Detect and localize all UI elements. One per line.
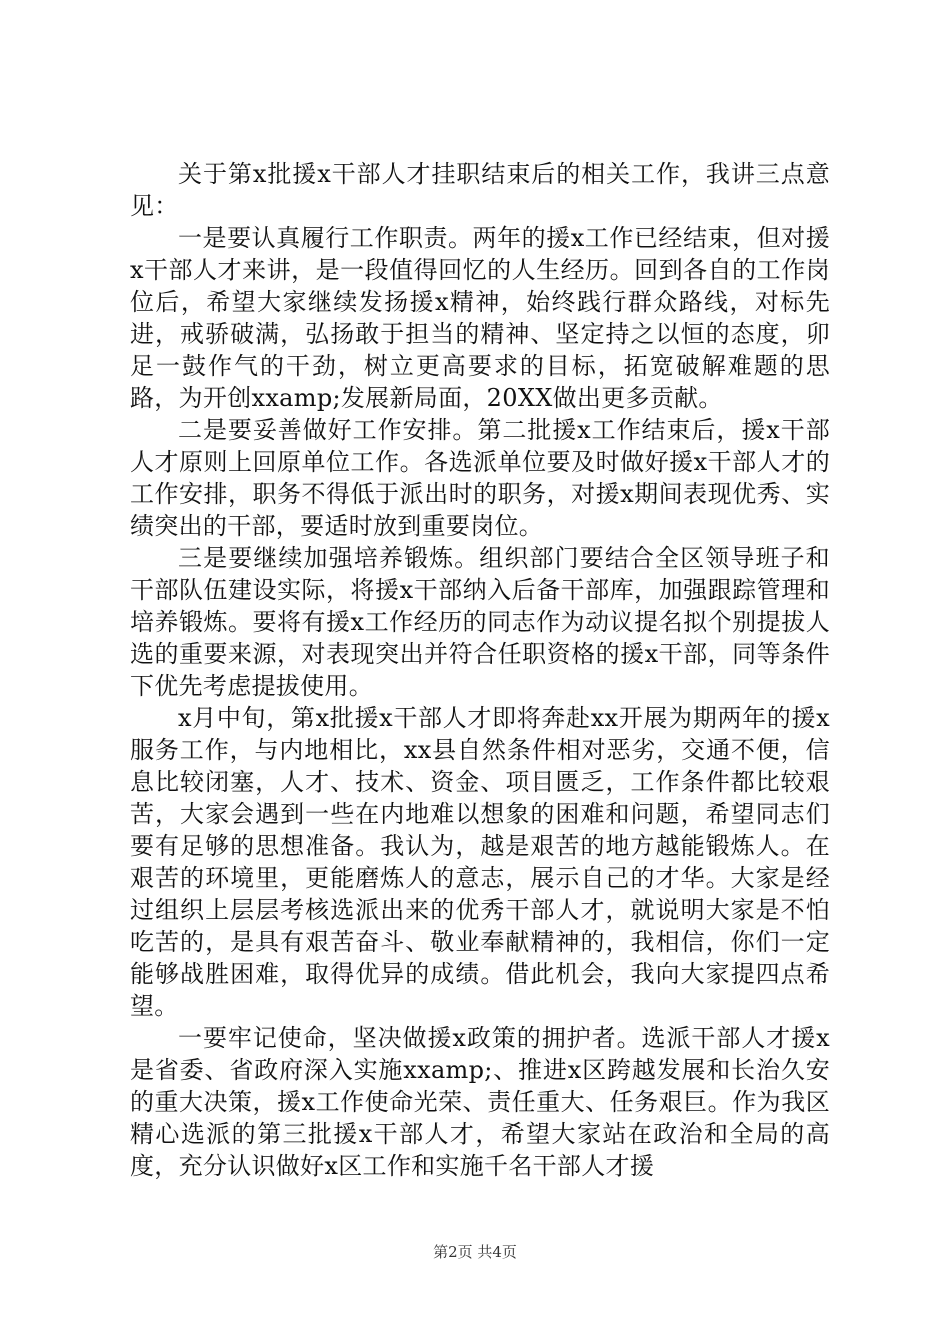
paragraph-point-one: 一是要认真履行工作职责。两年的援x工作已经结束，但对援x干部人才来讲，是一段值得回忆的人生经历。回到各自的工作岗位后，希望大家继续发扬援x精神，始终践行群众路线，对标先进，戒骄破满，弘扬敢于担当的精神、坚定持之以恒的态度，卯足一鼓作气的干劲，树立更高要求的目标，拓宽破解难题的思路，为开创xxamp;发展新局面，20XX做出更多贡献。 [130,224,830,412]
page-footer [0,1242,950,1262]
page-number: 第2页 共4页 [433,1243,517,1261]
paragraph-point-three: 三是要继续加强培养锻炼。组织部门要结合全区领导班子和干部队伍建设实际，将援x干部纳入后备干部库，加强跟踪管理和培养锻炼。要将有援x工作经历的同志作为动议提名拟个别提拔人选的重要来源，对表现突出并符合任职资格的援x干部，同等条件下优先考虑提拔使用。 [130,544,830,700]
paragraph-hope-one: 一要牢记使命，坚决做援x政策的拥护者。选派干部人才援x是省委、省政府深入实施xxamp;、推进x区跨越发展和长治久安的重大决策，援x工作使命光荣、责任重大、任务艰巨。作为我区精心选派的第三批援x干部人才，希望大家站在政治和全局的高度，充分认识做好x区工作和实施千名干部人才援 [130,1024,830,1180]
paragraph-new-batch: x月中旬，第x批援x干部人才即将奔赴xx开展为期两年的援x服务工作，与内地相比，xx县自然条件相对恶劣，交通不便，信息比较闭塞，人才、技术、资金、项目匮乏，工作条件都比较艰苦，大家会遇到一些在内地难以想象的困难和问题，希望同志们要有足够的思想准备。我认为，越是艰苦的地方越能锻炼人。在艰苦的环境里，更能磨炼人的意志，展示自己的才华。大家是经过组织上层层考核选派出来的优秀干部人才，就说明大家是不怕吃苦的，是具有艰苦奋斗、敬业奉献精神的，我相信，你们一定能够战胜困难，取得优异的成绩。借此机会，我向大家提四点希望。 [130,704,830,1020]
paragraph-point-two: 二是要妥善做好工作安排。第二批援x工作结束后，援x干部人才原则上回原单位工作。各选派单位要及时做好援x干部人才的工作安排，职务不得低于派出时的职务，对援x期间表现优秀、实绩突出的干部，要适时放到重要岗位。 [130,416,830,540]
document-body [130,158,830,1182]
paragraph-intro: 关于第x批援x干部人才挂职结束后的相关工作，我讲三点意见： [130,160,830,220]
